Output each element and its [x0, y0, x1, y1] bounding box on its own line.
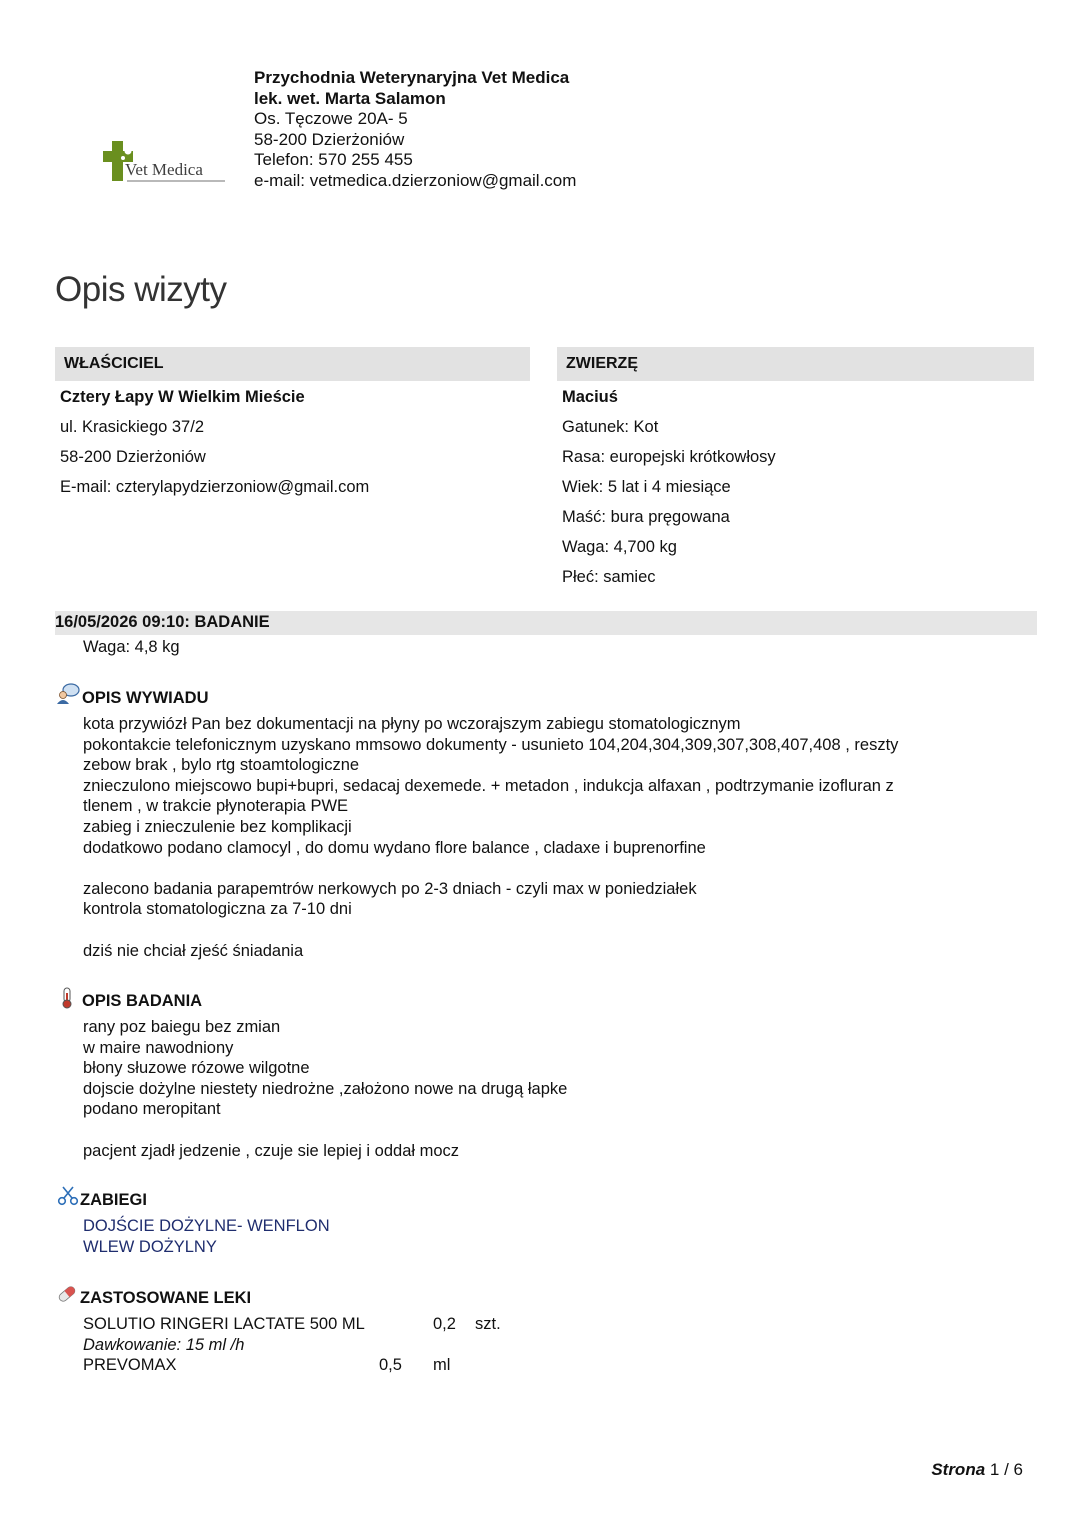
medication-unit: szt. [475, 1315, 501, 1333]
owner-street: ul. Krasickiego 37/2 [60, 418, 204, 436]
medication-qty: 0,5 [379, 1356, 402, 1375]
page-current: 1 [989, 1460, 1000, 1479]
medication-row [83, 1355, 583, 1376]
owner-name: Cztery Łapy W Wielkim Mieście [60, 388, 305, 406]
text-line: kota przywiózł Pan bez dokumentacji na płyny po wczorajszym zabiegu stomatologicznym [83, 715, 741, 733]
animal-species: Gatunek: Kot [562, 418, 659, 436]
text-line: dojscie dożylne niestety niedrożne ,założono nowe na drugą łapke [83, 1079, 568, 1098]
text-line: podano meropitant [83, 1100, 221, 1119]
text-line: pacjent zjadł jedzenie , czuje sie lepiej i oddał mocz [83, 1141, 460, 1160]
text-line: zalecono badania parapemtrów nerkowych po 2-3 dniach - czyli max w poniedziałek [83, 879, 697, 898]
clinic-doctor: lek. wet. Marta Salamon [254, 88, 446, 108]
speech-bubble-person-icon [56, 683, 80, 705]
text-line: zabieg i znieczulenie bez komplikacji [83, 817, 352, 836]
visit-weight: Waga: 4,8 kg [83, 638, 180, 656]
page-total: / 6 [1004, 1460, 1023, 1479]
interview-heading: OPIS WYWIADU [82, 689, 209, 707]
clinic-name: Przychodnia Weterynaryjna Vet Medica [254, 68, 570, 87]
animal-color: Maść: bura pręgowana [562, 508, 730, 526]
text-line: dodatkowo podano clamocyl , do domu wydano flore balance , cladaxe i buprenorfine [83, 838, 706, 857]
animal-breed: Rasa: europejski krótkowłosy [562, 448, 776, 466]
text-line: zebow brak , bylo rtg stoamtologiczne [83, 756, 360, 775]
owner-city: 58-200 Dzierżoniów [60, 448, 206, 466]
animal-details [562, 382, 776, 592]
text-line [83, 858, 898, 879]
owner-heading: WŁAŚCICIEL [64, 355, 164, 372]
text-line: w maire nawodniony [83, 1038, 234, 1057]
exam-heading: OPIS BADANIA [82, 992, 203, 1010]
animal-sex: Płeć: samiec [562, 568, 656, 586]
medication-qty: 0,2 [433, 1315, 456, 1333]
medications-list [83, 1314, 583, 1376]
page-title: Opis wizyty [55, 270, 227, 309]
thermometer-icon [60, 987, 74, 1009]
procedures-list [83, 1216, 330, 1257]
interview-text [83, 714, 898, 961]
medications-heading: ZASTOSOWANE LEKI [80, 1289, 252, 1307]
text-line: rany poz baiegu bez zmian [83, 1018, 281, 1036]
medication-unit: ml [433, 1356, 451, 1375]
text-line: znieczulono miejscowo bupi+bupri, sedacaj dexemede. + metadon , indukcja alfaxan , podtrzymanie izofluran z [83, 776, 894, 795]
clinic-email: e-mail: vetmedica.dzierzoniow@gmail.com [254, 170, 577, 190]
owner-section-header [55, 347, 530, 381]
clinic-address-line1: Os. Tęczowe 20A- 5 [254, 109, 408, 129]
page-number [931, 1460, 1023, 1480]
clinic-logo [103, 138, 228, 188]
owner-details [60, 382, 369, 502]
pill-icon [56, 1284, 78, 1304]
scissors-icon [57, 1186, 79, 1206]
text-line: kontrola stomatologiczna za 7-10 dni [83, 900, 352, 919]
medication-name: SOLUTIO RINGERI LACTATE 500 ML [83, 1315, 365, 1333]
page-label: Strona [931, 1460, 986, 1479]
clinic-info [254, 68, 576, 192]
clinic-address-line2: 58-200 Dzierżoniów [254, 129, 405, 149]
procedure-item: DOJŚCIE DOŻYLNE- WENFLON [83, 1217, 330, 1235]
text-line [83, 1120, 567, 1141]
text-line: dziś nie chciał zjeść śniadania [83, 941, 304, 960]
text-line [83, 920, 898, 941]
medication-name: PREVOMAX [83, 1356, 177, 1375]
visit-header [55, 611, 1037, 635]
animal-name: Maciuś [562, 388, 618, 406]
clinic-phone: Telefon: 570 255 455 [254, 150, 413, 170]
animal-weight: Waga: 4,700 kg [562, 538, 677, 556]
procedure-item: WLEW DOŻYLNY [83, 1237, 217, 1256]
animal-section-header [557, 347, 1034, 381]
procedures-heading: ZABIEGI [80, 1191, 147, 1209]
animal-age: Wiek: 5 lat i 4 miesiące [562, 478, 731, 496]
owner-email: E-mail: czterylapydzierzoniow@gmail.com [60, 478, 370, 496]
visit-datetime-type: 16/05/2026 09:10: BADANIE [55, 613, 270, 631]
text-line: tlenem , w trakcie płynoterapia PWE [83, 797, 349, 816]
animal-heading: ZWIERZĘ [566, 355, 638, 372]
medication-dosage: Dawkowanie: 15 ml /h [83, 1335, 245, 1354]
exam-text [83, 1017, 567, 1161]
text-line: błony słuzowe rózowe wilgotne [83, 1059, 310, 1078]
medication-row [83, 1314, 583, 1335]
text-line: pokontakcie telefonicznym uzyskano mmsowo dokumenty - usunieto 104,204,304,309,307,308,407,408 , reszty [83, 735, 899, 754]
logo-text: Vet Medica [125, 160, 203, 179]
